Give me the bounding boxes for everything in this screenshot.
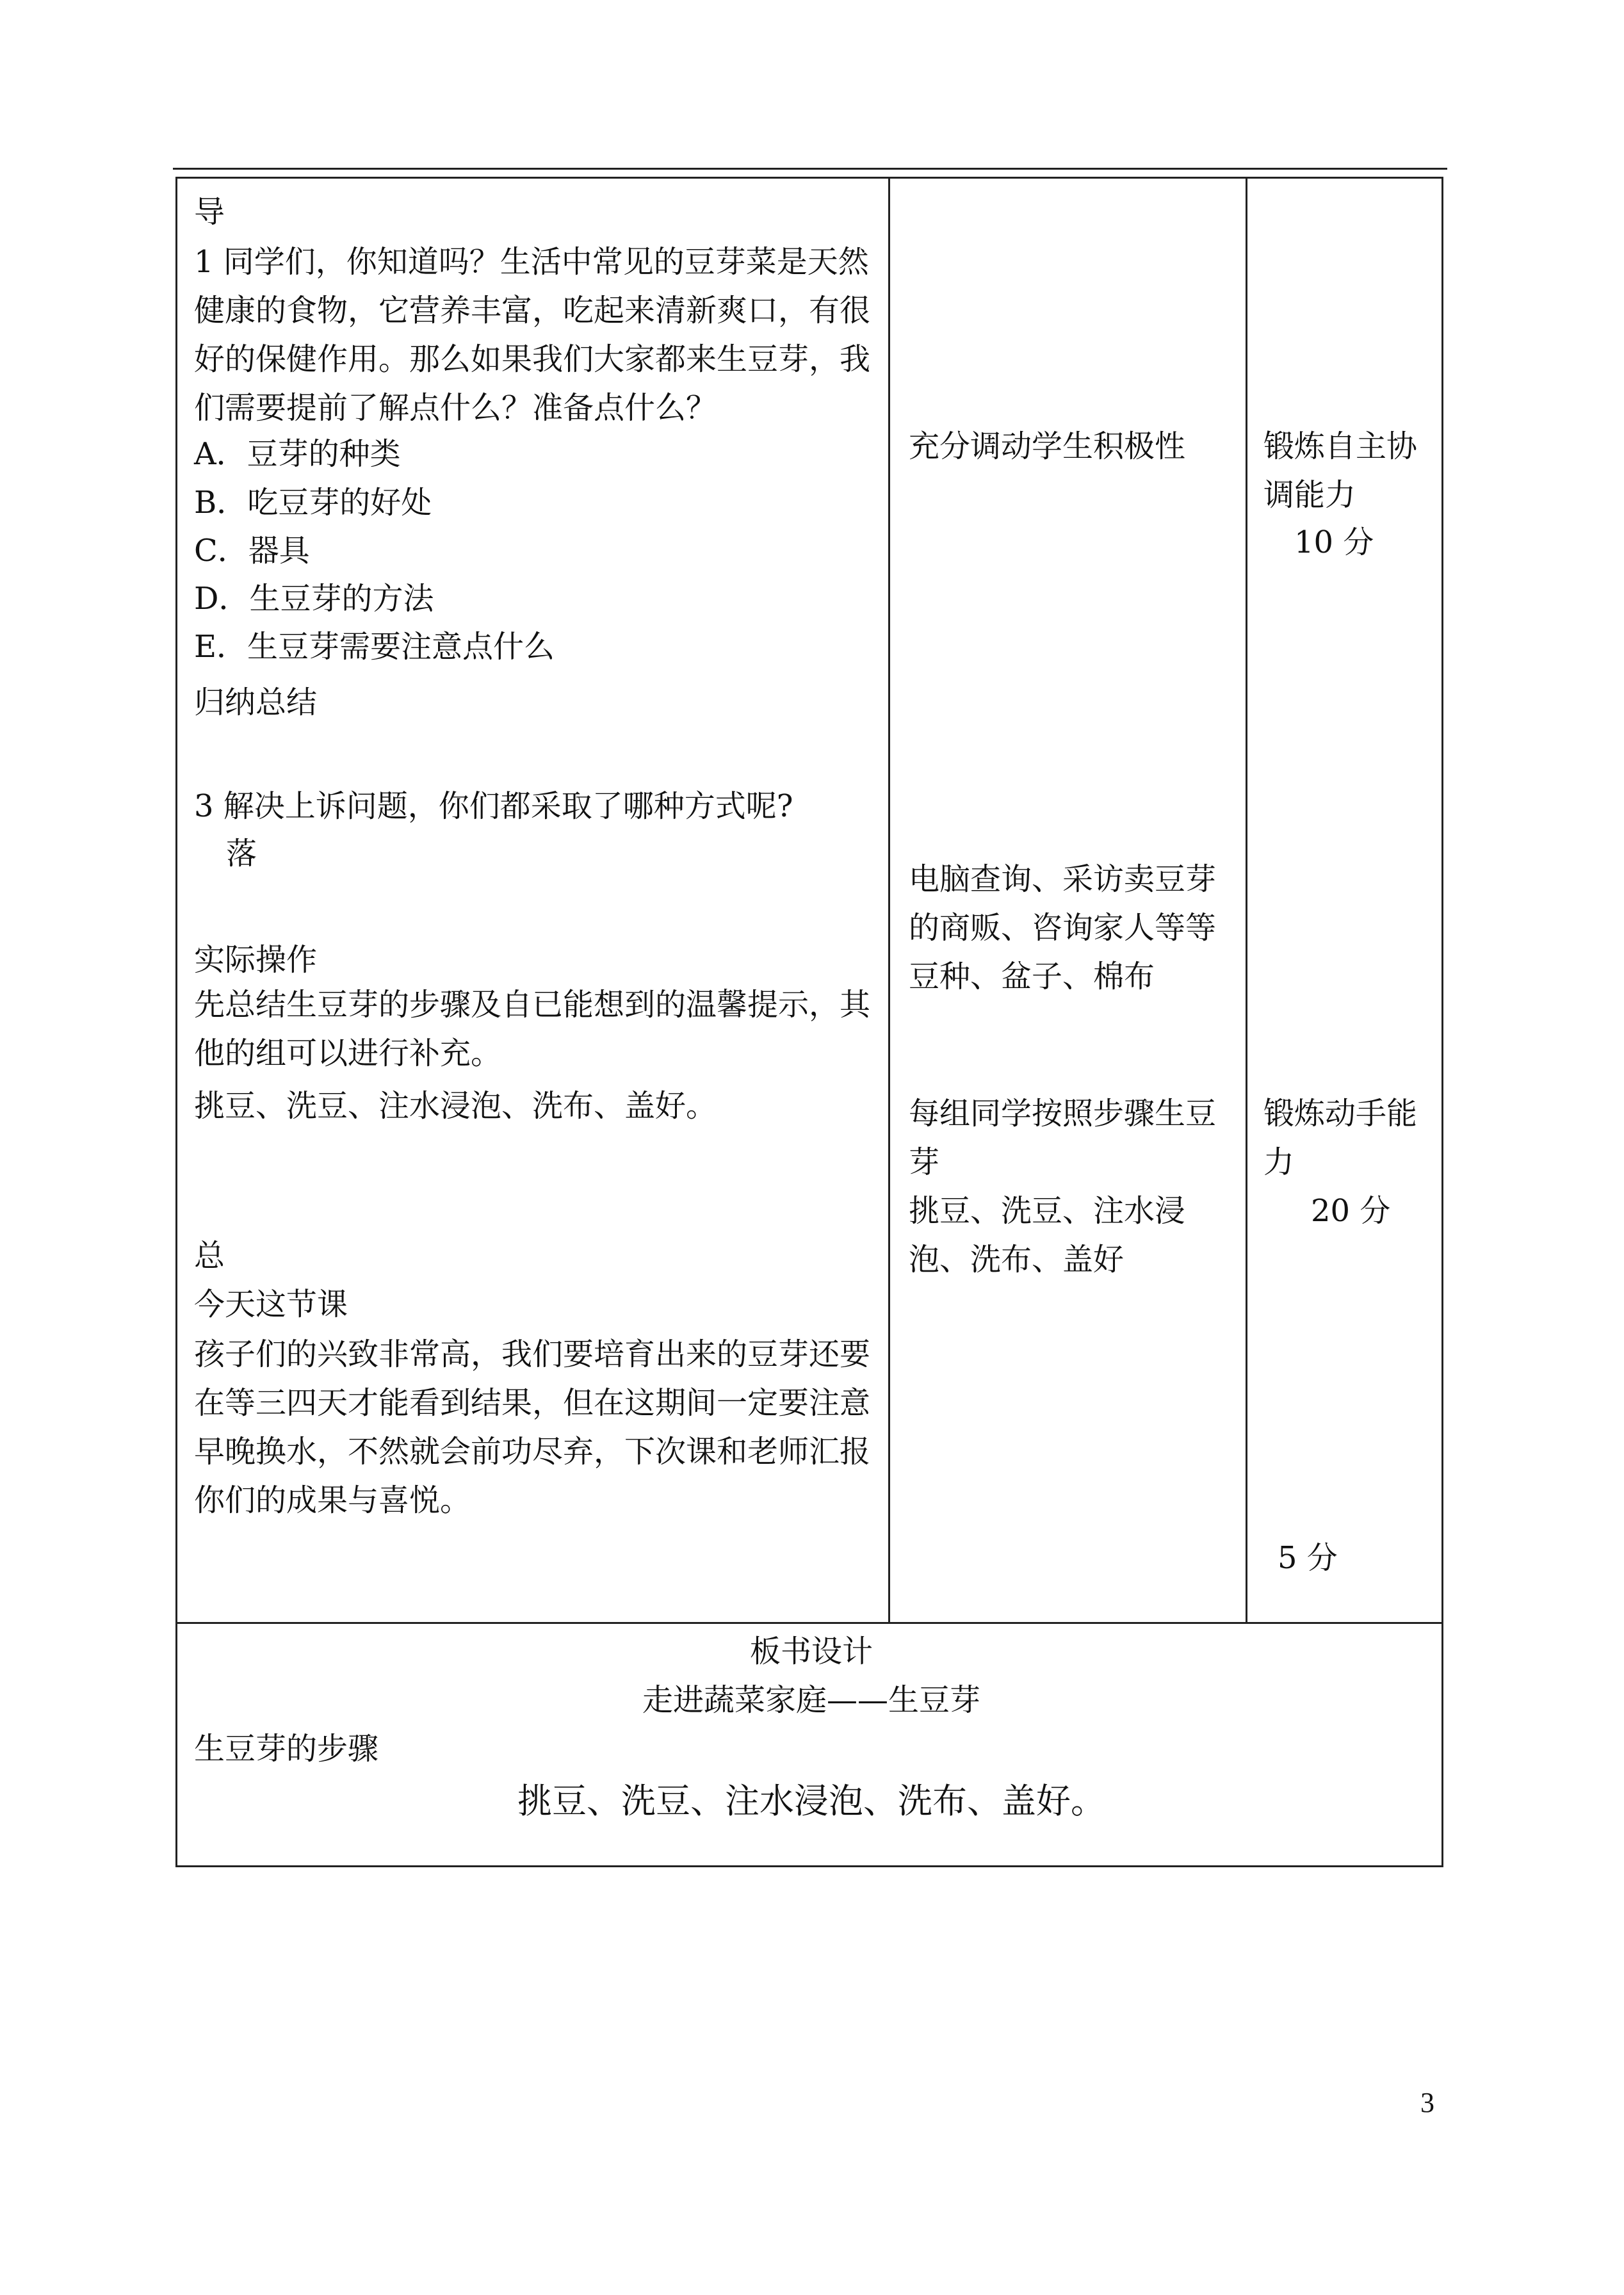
page-number: 3 bbox=[1420, 2087, 1434, 2118]
section-luo: 落 bbox=[226, 836, 257, 872]
option-a: A．豆芽的种类 bbox=[194, 436, 401, 472]
group-steps-detail: 挑豆、洗豆、注水浸泡、洗布、盖好 bbox=[909, 1193, 1186, 1277]
column-divider-2 bbox=[1246, 179, 1247, 1622]
closing-text: 孩子们的兴致非常高，我们要培育出来的豆芽还要在等三四天才能看到结果，但在这期间一定要注意早晚换水，不然就会前功尽弃，下次课和老师汇报 你们的成果与喜悦。 bbox=[194, 1336, 871, 1518]
section-dao: 导 bbox=[194, 194, 225, 230]
question-3: 3 解决上诉问题，你们都采取了哪种方式呢? bbox=[194, 788, 793, 824]
option-e: E．生豆芽需要注意点什么 bbox=[194, 629, 555, 665]
lesson-table bbox=[175, 177, 1443, 1867]
practice-text: 先总结生豆芽的步骤及自已能想到的温馨提示，其他的组可以进行补充。 bbox=[194, 987, 871, 1071]
methods-text: 电脑查询、采访卖豆芽的商贩、咨询家人等等豆种、盆子、棉布 bbox=[909, 861, 1217, 994]
time-3: 5 分 bbox=[1278, 1540, 1338, 1576]
option-c: C．器具 bbox=[194, 533, 310, 569]
board-subtitle: 走进蔬菜家庭——生豆芽 bbox=[642, 1682, 980, 1718]
time-2: 20 分 bbox=[1311, 1193, 1391, 1229]
motivate-text: 充分调动学生积极性 bbox=[909, 428, 1186, 464]
board-label: 生豆芽的步骤 bbox=[194, 1731, 379, 1767]
header-rule bbox=[173, 168, 1447, 170]
section-zong: 总 bbox=[194, 1238, 225, 1274]
goal-2: 锻炼动手能力 bbox=[1263, 1096, 1418, 1180]
summary-label: 归纳总结 bbox=[194, 685, 318, 720]
row-divider bbox=[177, 1622, 1441, 1624]
today-label: 今天这节课 bbox=[194, 1286, 348, 1322]
board-title: 板书设计 bbox=[749, 1634, 873, 1669]
option-d: D．生豆芽的方法 bbox=[194, 581, 434, 617]
column-divider-1 bbox=[888, 179, 890, 1622]
board-content: 挑豆、洗豆、注水浸泡、洗布、盖好。 bbox=[517, 1781, 1105, 1821]
question-1: 1 同学们，你知道吗？生活中常见的豆芽菜是天然健康的食物，它营养丰富，吃起来清新爽口，有很好的保健作用。那么如果我们大家都来生豆芽，我们需要提前了解点什么？准备点什么？ bbox=[194, 244, 871, 426]
steps-text: 挑豆、洗豆、注水浸泡、洗布、盖好。 bbox=[194, 1088, 717, 1124]
group-steps-text: 每组同学按照步骤生豆芽 bbox=[909, 1096, 1217, 1180]
goal-1: 锻炼自主协调能力 bbox=[1263, 428, 1418, 513]
practice-heading: 实际操作 bbox=[194, 942, 318, 978]
option-b: B．吃豆芽的好处 bbox=[194, 485, 432, 521]
time-1: 10 分 bbox=[1294, 524, 1374, 560]
